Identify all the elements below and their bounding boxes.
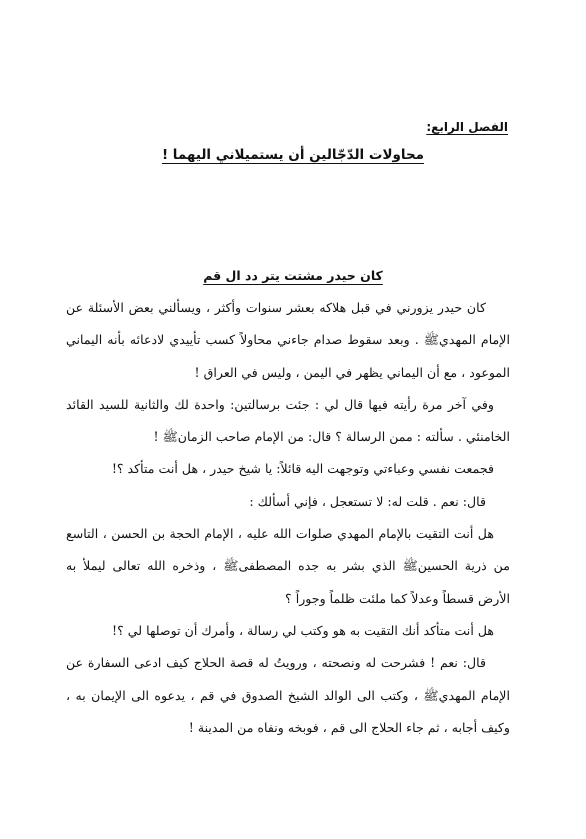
chapter-title: محاولات الدّجّالين أن يستميلاني اليهما !: [161, 147, 425, 163]
text-line: فجمعت نفسي وعباءتي وتوجهت اليه قائلاً: يا شيخ حيدر ، هل أنت متأكد ؟!: [111, 461, 494, 477]
section-title: كان حيدر مشتت يتر دد ال قم: [203, 268, 383, 283]
text-line: هل أنت متأكد أنك التقيت به هو وكتب لي رسالة ، وأمرك أن توصلها لي ؟!: [112, 622, 494, 638]
chapter-label: الفصل الرابع:: [426, 120, 508, 134]
text-line: وكيف أجابه ، ثم جاء الحلاج الى قم ، فوبخه ونفاه من المدينة !: [188, 719, 510, 735]
text-line: هل أنت التقيت بالإمام المهدي صلوات الله عليه ، الإمام الحجة بن الحسن ، التاسع: [66, 526, 494, 542]
text-line: قال: نعم . قلت له: لا تستعجل ، فإني أسألك :: [249, 493, 486, 509]
text-line: الأرض قسطاً وعدلاً كما ملئت ظلماً وجوراً ؟: [285, 590, 510, 606]
text-line: الإمام المهديﷺ ، وكتب الى الوالد الشيخ الصدوق في قم ، يدعوه الى الإيمان به ،: [66, 687, 510, 703]
text-line: وفي آخر مرة رأيته فيها قال لي : جئت برسالتين: واحدة لك والثانية للسيد القائد: [66, 396, 494, 412]
text-line: الخامنئي . سألته : ممن الرسالة ؟ قال: من الإمام صاحب الزمانﷺ !: [153, 429, 510, 445]
text-line: كان حيدر يزورني في قبل هلاكه بعشر سنوات وأكثر ، ويسألني بعض الأسئلة عن: [66, 300, 486, 315]
text-line: الإمام المهديﷺ . وبعد سقوط صدام جاءني محاولاً كسب تأييدي لادعائه بأنه اليماني: [66, 332, 510, 348]
body-text: [66, 292, 510, 744]
text-line: قال: نعم ! فشرحت له ونصحته ، ورويتُ له قصة الحلاج كيف ادعى السفارة عن: [66, 655, 486, 671]
text-line: من ذرية الحسينﷺ الذي بشر به جده المصطفىﷺ ، وذخره الله تعالى ليملأ به: [66, 558, 510, 574]
text-line: الموعود ، مع أن اليماني يظهر في اليمن ، وليس في العراق !: [194, 364, 510, 380]
